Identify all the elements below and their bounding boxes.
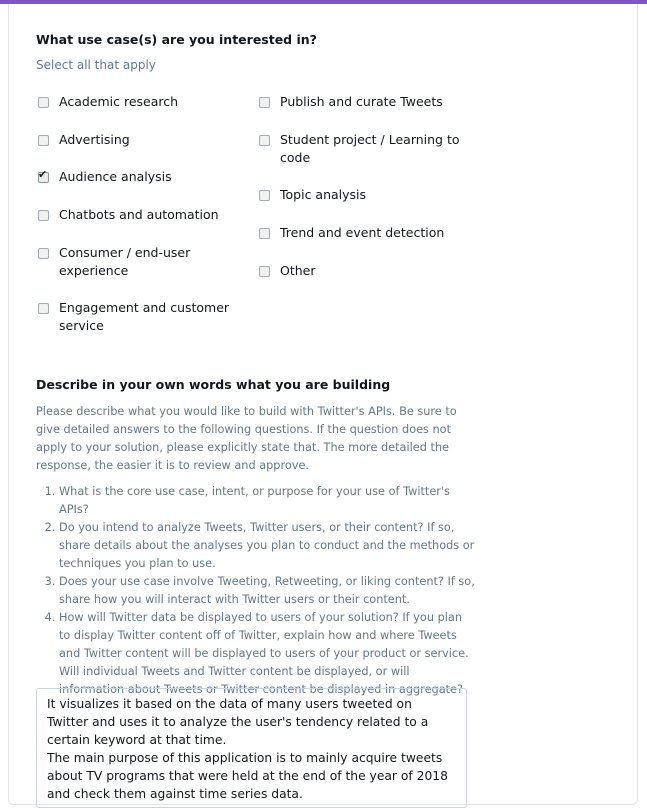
option-topic-analysis[interactable]: [259, 186, 479, 204]
application-form-card: [8, 4, 638, 805]
use-case-heading: What use case(s) are you interested in?: [36, 32, 317, 47]
option-student-project[interactable]: [259, 131, 464, 167]
checkbox-audience-analysis[interactable]: [38, 168, 49, 183]
checkbox-trend-detection[interactable]: [259, 228, 270, 239]
checkbox-topic-analysis[interactable]: [259, 190, 270, 201]
checkbox-advertising[interactable]: [38, 135, 49, 146]
question-item: 1. What is the core use case, intent, or purpose for your use of Twitter's APIs?: [59, 483, 476, 519]
option-label: Other: [280, 263, 316, 278]
checkbox-student-project[interactable]: [259, 135, 270, 146]
option-other[interactable]: [259, 262, 479, 280]
option-label: Publish and curate Tweets: [280, 94, 443, 109]
option-audience-analysis[interactable]: [38, 168, 238, 186]
option-label: Chatbots and automation: [59, 207, 219, 222]
question-item: 4. How will Twitter data be displayed to users of your solution? If you plan to display Twitter content off of Twitter, explain how and where Tweets and Twitter content will be displayed to users of your product or service. Will individual Tweets and Twitter content be displayed, or will information about Tweets or Twitter content be displayed in aggregate?: [59, 609, 476, 699]
checkbox-chatbots-automation[interactable]: [38, 210, 49, 221]
checkbox-engagement-service[interactable]: [38, 303, 49, 314]
option-label: Topic analysis: [280, 187, 367, 202]
use-case-description-textarea[interactable]: It visualizes it based on the data of many users tweeted on Twitter and uses it to analyze the user's tendency related to a certain keyword at that time. The main purpose of this application is to mainly acquire tweets about TV programs that were held at the end of the year of 2018 and check them against time series data.: [36, 688, 467, 808]
option-label: Student project / Learning to code: [280, 132, 460, 165]
option-label: Consumer / end-user experience: [59, 245, 191, 278]
use-case-hint: Select all that apply: [36, 58, 156, 72]
option-consumer-experience[interactable]: [38, 244, 223, 280]
option-academic-research[interactable]: [38, 93, 238, 111]
option-label: Audience analysis: [59, 169, 172, 184]
option-label: Advertising: [59, 132, 130, 147]
checkbox-publish-curate[interactable]: [259, 97, 270, 108]
option-advertising[interactable]: [38, 131, 238, 149]
describe-heading: Describe in your own words what you are building: [36, 377, 391, 392]
checkbox-other[interactable]: [259, 266, 270, 277]
describe-instructions: Please describe what you would like to build with Twitter's APIs. Be sure to give detailed answers to the following questions. If the question does not apply to your solution, please explicitly state that. The more detailed the response, the easier it is to review and approve.: [36, 405, 457, 472]
question-item: 3. Does your use case involve Tweeting, Retweeting, or liking content? If so, share how you will interact with Twitter users or their content.: [59, 573, 476, 609]
question-list: [36, 483, 476, 699]
option-engagement-service[interactable]: [38, 299, 233, 335]
checkbox-academic-research[interactable]: [38, 97, 49, 108]
checkmark-icon: ✔: [38, 168, 48, 181]
question-item: 2. Do you intend to analyze Tweets, Twitter users, or their content? If so, share details about the analyses you plan to conduct and the methods or techniques you plan to use.: [59, 519, 476, 573]
option-chatbots-automation[interactable]: [38, 206, 238, 224]
option-label: Engagement and customer service: [59, 300, 230, 333]
option-publish-curate[interactable]: [259, 93, 479, 111]
option-label: Academic research: [59, 94, 179, 109]
option-trend-detection[interactable]: [259, 224, 479, 242]
option-label: Trend and event detection: [280, 225, 445, 240]
checkbox-consumer-experience[interactable]: [38, 248, 49, 259]
